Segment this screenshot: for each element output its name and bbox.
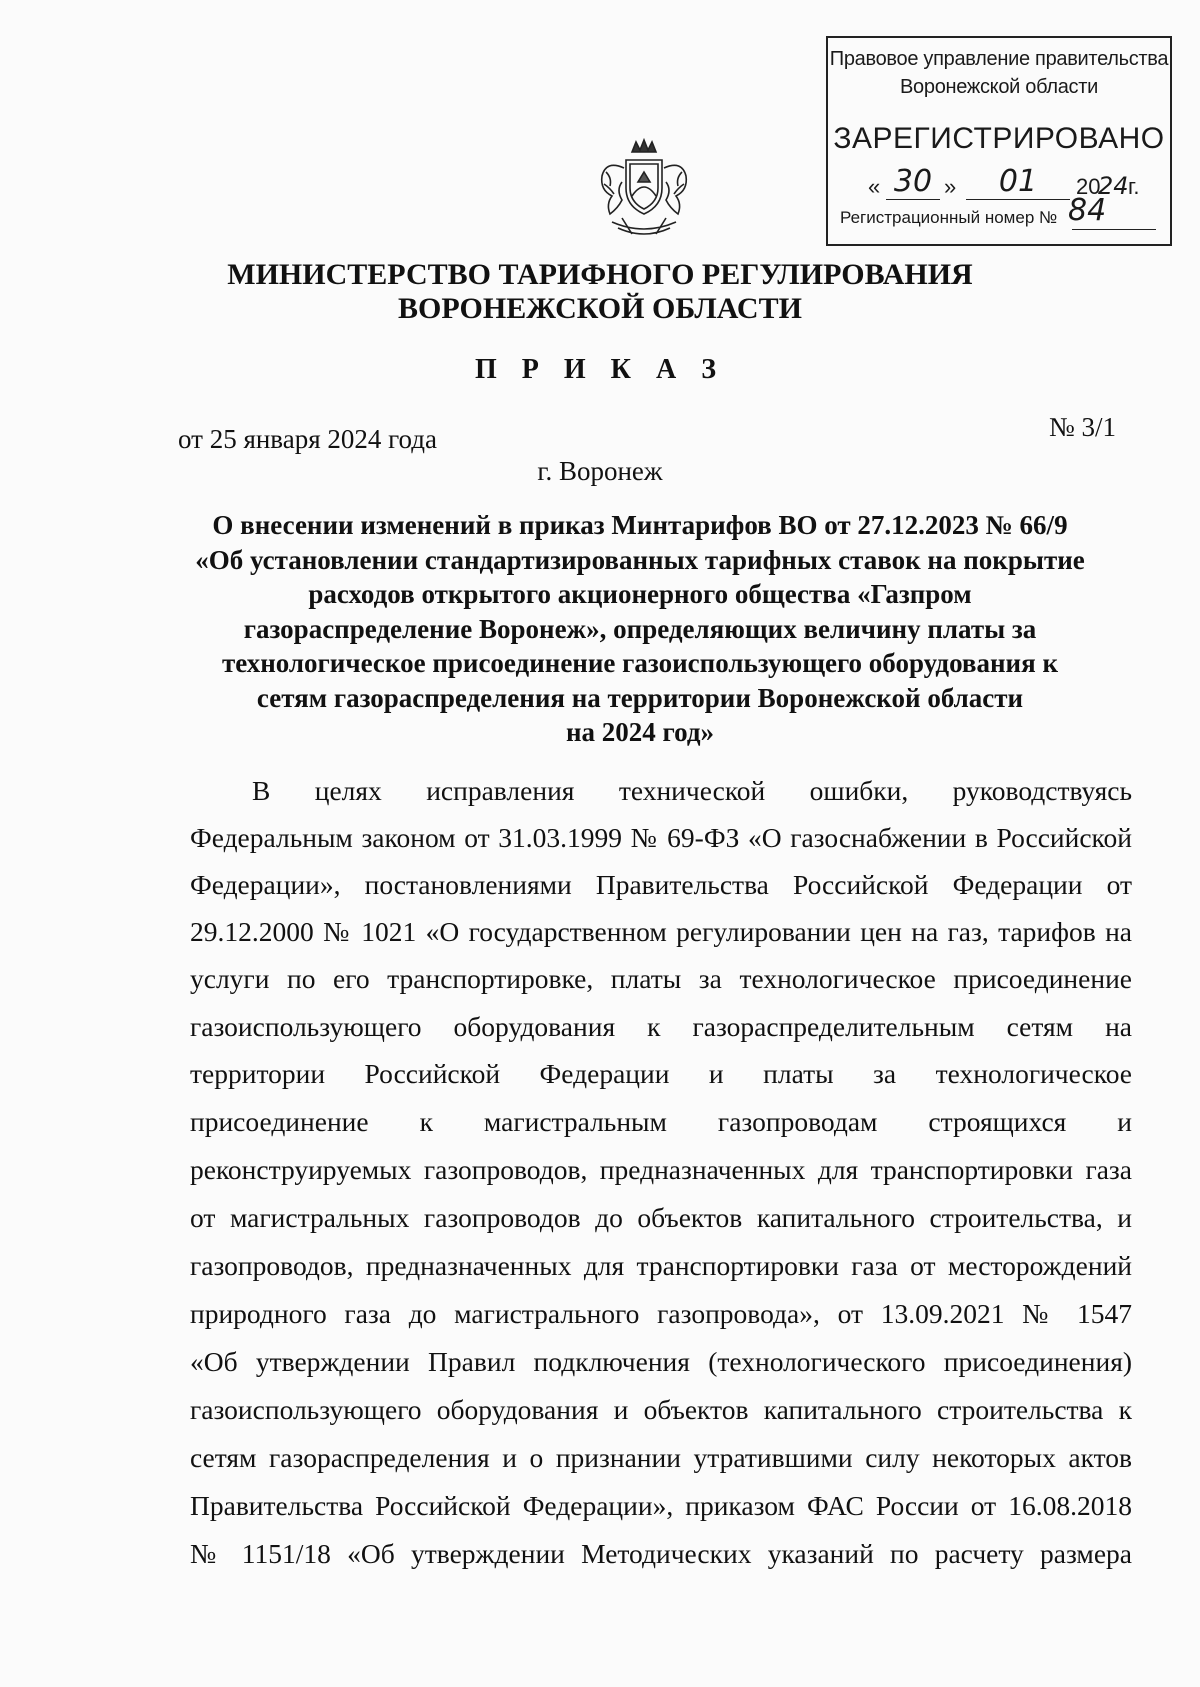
body-line: присоединение к магистральным газопроводам строящихся и	[190, 1106, 1132, 1137]
stamp-reg-number-handwritten: 84	[1068, 193, 1107, 228]
stamp-quote-close: »	[944, 174, 957, 199]
stamp-month-handwritten: 01	[966, 164, 1070, 200]
body-line: газопроводов, предназначенных для транспортировки газа от месторождений	[190, 1250, 1132, 1281]
stamp-registered-label: ЗАРЕГИСТРИРОВАНО	[833, 122, 1165, 155]
body-line: реконструируемых газопроводов, предназначенных для транспортировки газа	[190, 1154, 1132, 1185]
order-subject	[160, 508, 1120, 750]
stamp-year-suffix: г.	[1128, 174, 1140, 199]
order-date: от 25 января 2024 года	[178, 424, 437, 454]
stamp-year-handwritten: 24	[1098, 172, 1129, 200]
stamp-year-prefix: 20	[1076, 174, 1101, 199]
ministry-name-line2: ВОРОНЕЖСКОЙ ОБЛАСТИ	[398, 292, 802, 325]
subject-line: на 2024 год»	[565, 717, 715, 747]
coat-of-arms-icon	[592, 138, 696, 242]
stamp-authority-line1: Правовое управление правительства	[829, 48, 1169, 70]
body-line: 29.12.2000 № 1021 «О государственном регулировании цен на газ, тарифов на	[190, 916, 1132, 947]
stamp-authority-line2: Воронежской области	[900, 76, 1098, 98]
order-title: П Р И К А З	[475, 354, 725, 385]
body-line: Федеральным законом от 31.03.1999 № 69-ФЗ «О газоснабжении в Российской	[190, 822, 1132, 853]
body-line: «Об утверждении Правил подключения (технологического присоединения)	[190, 1346, 1132, 1377]
body-line: сетям газораспределения и о признании утратившими силу некоторых актов	[190, 1442, 1132, 1473]
subject-line: расходов открытого акционерного общества «Газпром	[308, 579, 972, 609]
body-line: В целях исправления технической ошибки, руководствуясь	[252, 775, 1132, 806]
registration-stamp	[826, 36, 1172, 246]
order-number: № 3/1	[1048, 412, 1116, 442]
stamp-day-handwritten: 30	[886, 164, 940, 200]
stamp-reg-number-label: Регистрационный номер №	[840, 208, 1058, 227]
body-line: территории Российской Федерации и платы за технологическое	[190, 1058, 1132, 1089]
subject-line: технологическое присоединение газоиспользующего оборудования к	[221, 648, 1059, 678]
body-line: Федерации», постановлениями Правительства Российской Федерации от	[190, 869, 1132, 900]
subject-line: газораспределение Воронеж», определяющих величину платы за	[243, 613, 1037, 644]
body-line: газоиспользующего оборудования и объектов капитального строительства к	[190, 1394, 1132, 1425]
body-line: Правительства Российской Федерации», приказом ФАС России от 16.08.2018	[190, 1490, 1132, 1521]
body-line: природного газа до магистрального газопровода», от 13.09.2021 № 1547	[190, 1298, 1132, 1329]
order-city: г. Воронеж	[537, 456, 663, 486]
body-line: услуги по его транспортировке, платы за технологическое присоединение	[190, 963, 1132, 994]
body-line: газоиспользующего оборудования к газораспределительным сетям на	[190, 1011, 1132, 1042]
subject-line: сетям газораспределения на территории Воронежской области	[256, 682, 1024, 713]
body-line: № 1151/18 «Об утверждении Методических указаний по расчету размера	[190, 1538, 1132, 1569]
ministry-name-line1: МИНИСТЕРСТВО ТАРИФНОГО РЕГУЛИРОВАНИЯ	[227, 258, 973, 291]
subject-line: «Об установлении стандартизированных тарифных ставок на покрытие	[195, 544, 1085, 575]
stamp-quote-open: «	[868, 174, 881, 199]
body-line: от магистральных газопроводов до объектов капитального строительства, и	[190, 1202, 1132, 1233]
subject-line: О внесении изменений в приказ Минтарифов ВО от 27.12.2023 № 66/9	[212, 510, 1068, 540]
